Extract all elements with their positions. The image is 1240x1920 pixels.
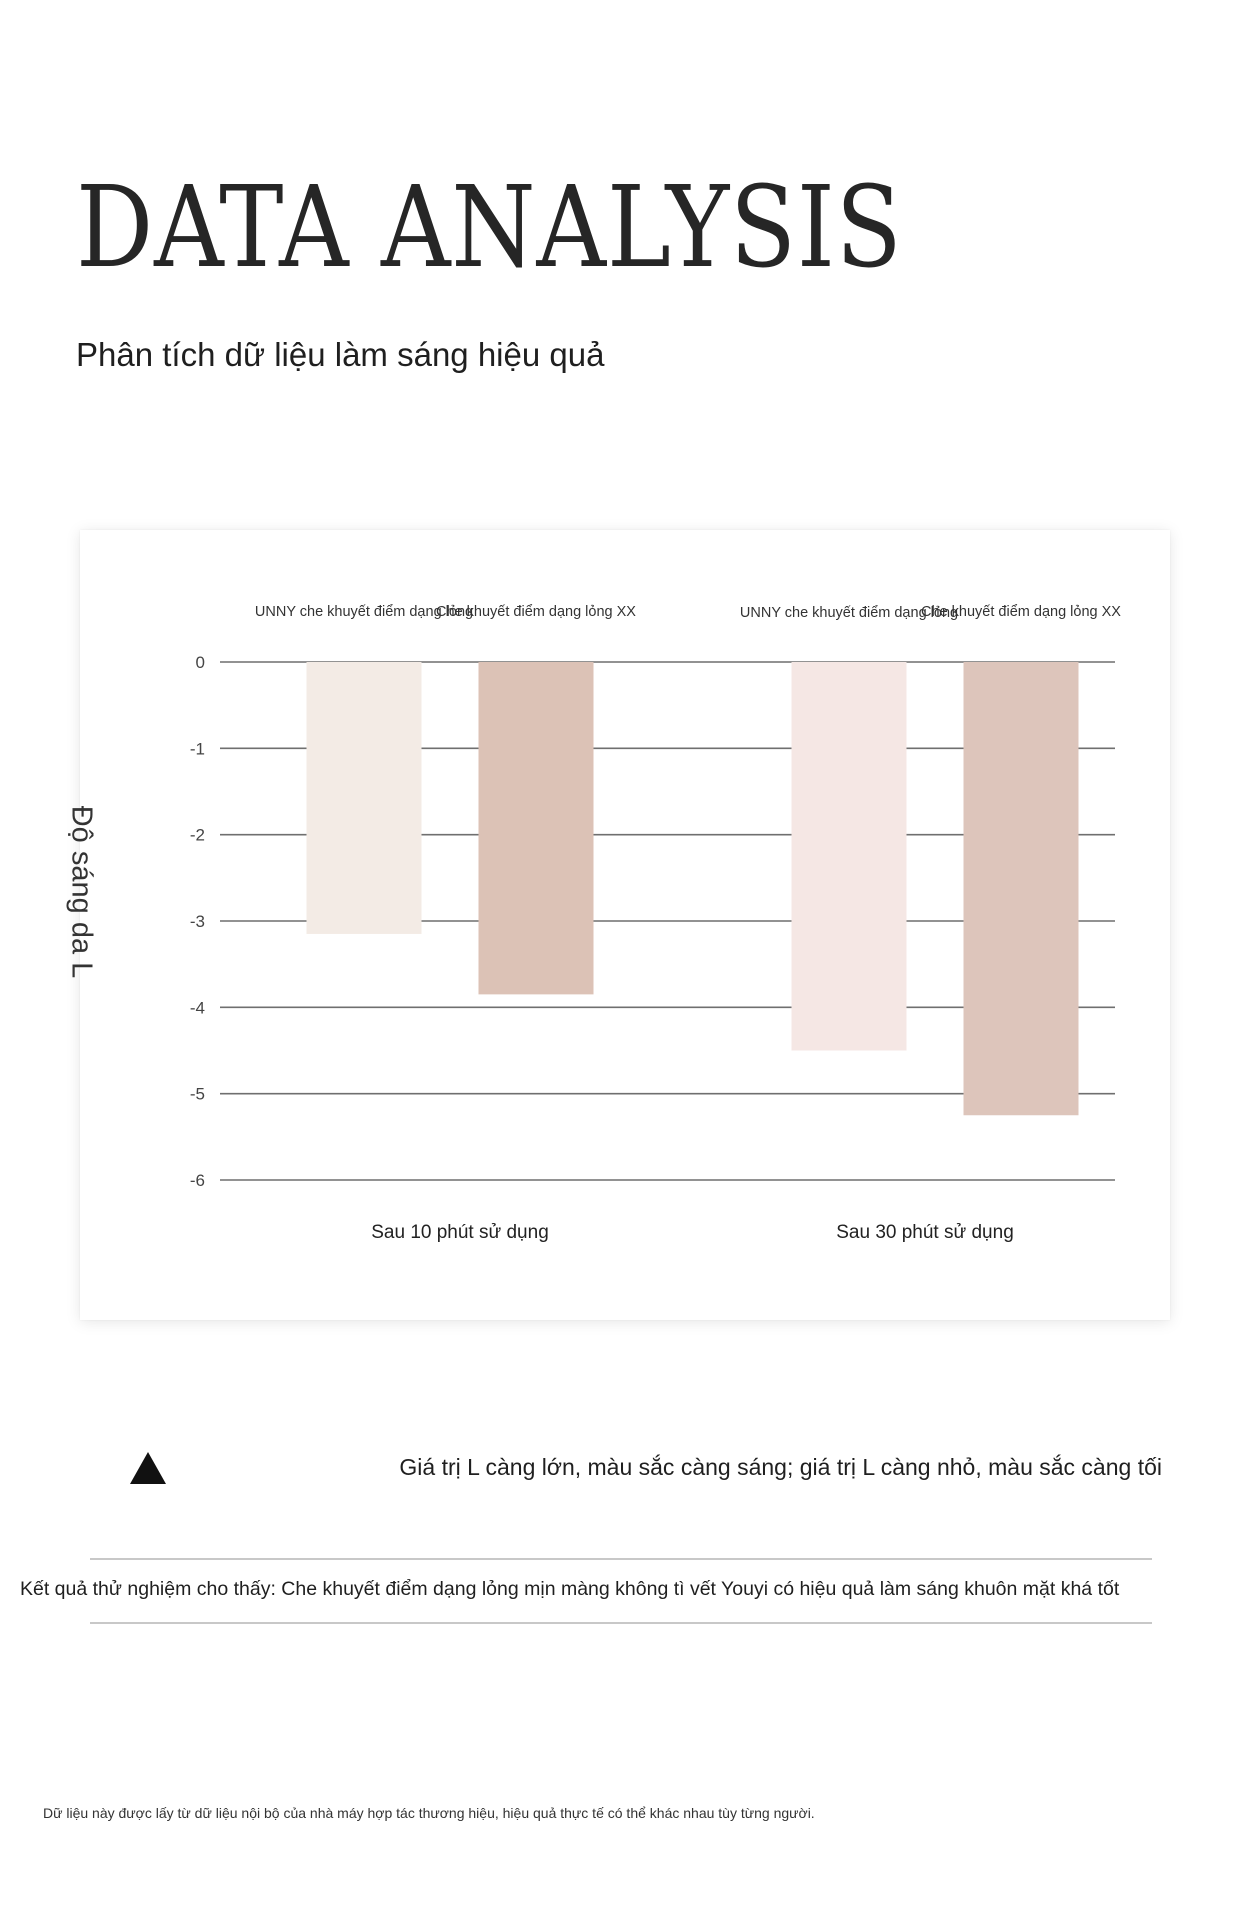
x-category-label: Sau 10 phút sử dụng <box>371 1222 549 1243</box>
bar <box>964 662 1079 1115</box>
bar-series-label: Che khuyết điểm dạng lỏng XX <box>436 604 636 620</box>
y-tick-label: -6 <box>189 1171 205 1190</box>
bar <box>307 662 422 934</box>
page-subtitle: Phân tích dữ liệu làm sáng hiệu quả <box>76 336 605 373</box>
bar <box>792 662 907 1051</box>
y-tick-label: -3 <box>189 912 205 931</box>
bar-series-label: UNNY che khuyết điểm dạng lỏng <box>254 604 474 620</box>
y-tick-label: -1 <box>189 739 205 759</box>
y-axis-label: Độ sáng da L <box>65 805 98 979</box>
bar <box>479 662 594 994</box>
y-tick-label: -5 <box>189 1084 205 1104</box>
y-tick-label: -2 <box>189 825 205 845</box>
x-category-label: Sau 30 phút sử dụng <box>836 1222 1014 1243</box>
result-text: Kết quả thử nghiệm cho thấy: Che khuyết điểm dạng lỏng mịn màng không tì vết Youyi có hiệu quả làm sáng khuôn mặt khá tốt <box>20 1578 1120 1600</box>
divider-bottom <box>90 1622 1152 1624</box>
footnote: Dữ liệu này được lấy từ dữ liệu nội bộ của nhà máy hợp tác thương hiệu, hiệu quả thực tế có thể khác nhau tùy từng người. <box>43 1805 815 1821</box>
divider-top <box>90 1558 1152 1560</box>
y-tick-label: 0 <box>195 653 205 672</box>
triangle-up-icon <box>130 1452 166 1484</box>
bar-chart <box>80 530 1170 1320</box>
bar-series-label: Che khuyết điểm dạng lỏng XX <box>921 604 1121 620</box>
y-tick-label: -4 <box>189 998 205 1018</box>
bar-series-label: UNNY che khuyết điểm dạng lỏng <box>739 605 959 621</box>
note-text: Giá trị L càng lớn, màu sắc càng sáng; giá trị L càng nhỏ, màu sắc càng tối <box>399 1454 1162 1480</box>
chart-card <box>80 530 1170 1320</box>
page-title: DATA ANALYSIS <box>76 163 903 293</box>
